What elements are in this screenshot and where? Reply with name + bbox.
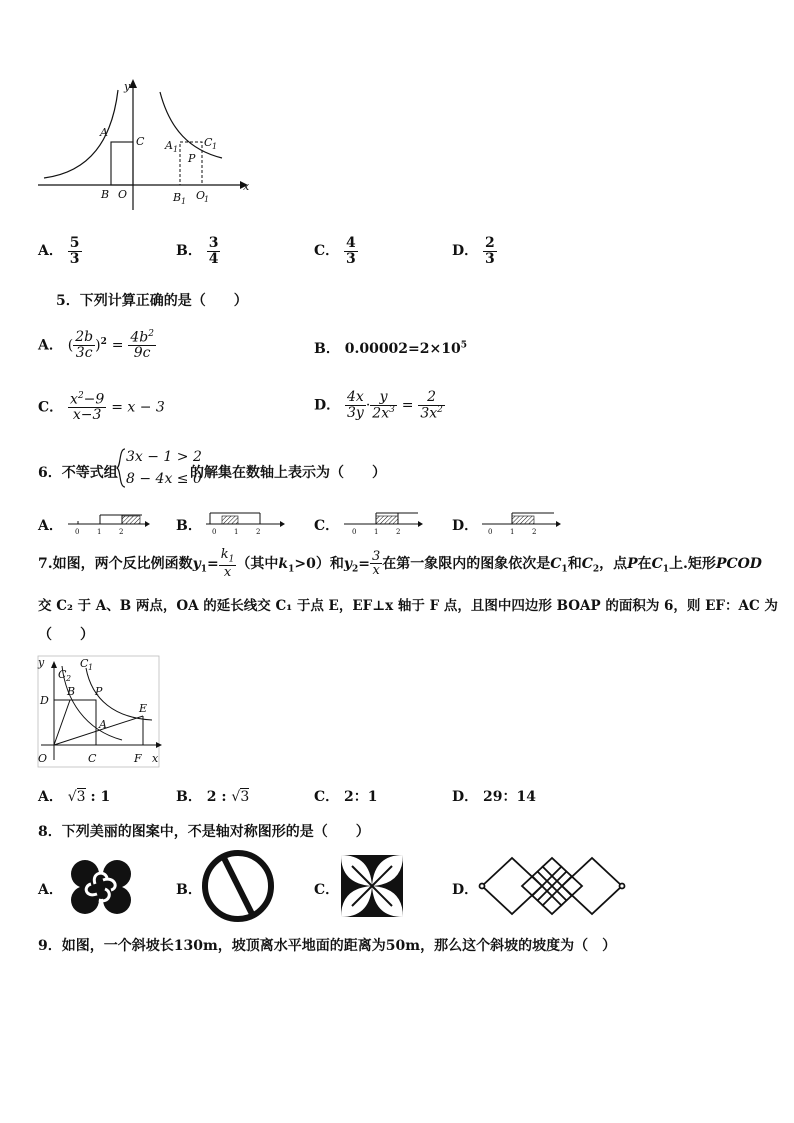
label-O1: O xyxy=(196,189,206,202)
option-letter: C． xyxy=(314,789,340,805)
label-y: y xyxy=(38,656,45,669)
label-O: O xyxy=(38,752,48,765)
option-letter: A． xyxy=(38,789,63,805)
q6-stem-suffix: 的解集在数轴上表示为（ ） xyxy=(190,465,386,481)
tick-label: 0 xyxy=(352,528,357,536)
label-B: B xyxy=(67,685,76,698)
exponent: 2 xyxy=(100,336,107,347)
label-C1-sub: 1 xyxy=(212,142,218,151)
tick-label: 1 xyxy=(97,528,102,536)
option-letter: A． xyxy=(38,243,63,260)
equals: = xyxy=(111,337,124,354)
option-letter: B． xyxy=(314,341,340,357)
sqrt: √3 xyxy=(231,789,250,805)
tick-label: 1 xyxy=(374,528,379,536)
label-C: C xyxy=(88,752,97,765)
option-letter: D． xyxy=(452,789,479,805)
four-leaf-square-icon xyxy=(341,855,403,917)
q8-option-c[interactable]: C． xyxy=(314,882,340,898)
q8-option-b[interactable]: B． xyxy=(176,882,202,898)
option-letter: B． xyxy=(176,243,202,260)
fraction: $\frac{2}{3x^2}$ xyxy=(420,389,443,422)
q8-option-d[interactable]: D． xyxy=(452,882,479,898)
fraction: $\frac{2}{3}$ xyxy=(485,235,495,267)
fraction: $\frac{3}{4}$ xyxy=(208,235,219,267)
label-P: P xyxy=(188,152,196,165)
tick-label: 2 xyxy=(256,528,261,536)
q7-stem-line3: （ ） xyxy=(38,627,94,643)
fraction: $\frac{x^2-9}{x-3}$ xyxy=(70,391,105,424)
q5-stem: 5．下列计算正确的是（ ） xyxy=(56,293,248,309)
tick-label: 0 xyxy=(75,528,80,536)
label-P: P xyxy=(95,685,103,698)
dot: · xyxy=(365,397,371,414)
tick-label: 2 xyxy=(532,528,537,536)
label-B: B xyxy=(101,188,110,201)
label-C: C xyxy=(136,135,145,148)
option-letter: D． xyxy=(452,243,479,260)
option-text: 2 : xyxy=(206,789,227,805)
knot-pattern-icon xyxy=(480,858,625,914)
fraction: $\frac{4b^2}{9c}$ xyxy=(130,329,154,362)
tick-label: 1 xyxy=(234,528,239,536)
q6-ineq-1: 3x − 1 > 2 xyxy=(126,449,202,465)
label-A: A xyxy=(99,718,107,731)
tick-label: 2 xyxy=(119,528,124,536)
label-C1-sub: 1 xyxy=(88,663,94,672)
expression: = x − 3 xyxy=(111,399,165,416)
option-letter: B． xyxy=(176,789,202,805)
q8-stem: 8．下列美丽的图案中，不是轴对称图形的是（ ） xyxy=(38,824,370,840)
label-C2-sub: 2 xyxy=(66,674,72,683)
label-C2: C xyxy=(58,668,67,681)
q6-ineq-2: 8 − 4x ≤ 0 xyxy=(126,471,202,487)
tick-label: 0 xyxy=(488,528,493,536)
q6-option-b[interactable]: B． xyxy=(176,518,202,534)
q7-stem-line1: 7.如图，两个反比例函数$y_1=$ $\frac{k_1}{x}$ （其中$k_1>0$）和$y_2=$ $\frac{3}{x}$ 在第一象限内的图象依次是$C_1$和$C_2$，点P在$C_1$上.矩形PCOD xyxy=(38,547,762,581)
fraction: $\frac{4}{3}$ xyxy=(346,235,356,267)
option-letter: D． xyxy=(314,397,341,414)
q6-option-c[interactable]: C． xyxy=(314,518,340,534)
label-x: x xyxy=(152,752,159,765)
label-D: D xyxy=(40,694,49,707)
label-B1: B xyxy=(173,191,182,204)
q6-option-a[interactable]: A． xyxy=(38,518,63,534)
paren: ) xyxy=(95,337,101,354)
q6-stem-prefix: 6．不等式组 xyxy=(38,465,118,481)
equals: = xyxy=(401,397,414,414)
q6-option-d[interactable]: D． xyxy=(452,518,479,534)
option-letter: A． xyxy=(38,337,63,354)
label-B1-sub: 1 xyxy=(181,197,187,206)
label-C1: C xyxy=(80,657,89,670)
label-y: y xyxy=(124,80,131,93)
option-text: 29：14 xyxy=(483,789,536,805)
label-x: x xyxy=(243,180,250,193)
fraction: $\frac{4x}{3y}$ xyxy=(347,389,364,422)
label-O1-sub: 1 xyxy=(204,195,210,204)
q7-stem-line2: 交 C₂ 于 A、B 两点，OA 的延长线交 C₁ 于点 E，EF⊥x 轴于 F 点，且图中四边形 BOAP 的面积为 6，则 EF：AC 为 xyxy=(38,598,778,614)
label-O: O xyxy=(118,188,128,201)
label-A1: A xyxy=(165,139,173,152)
q8-option-a[interactable]: A． xyxy=(38,882,63,898)
exponent: 5 xyxy=(460,340,467,351)
q9-stem: 9．如图，一个斜坡长130m，坡顶离水平地面的距离为50m，那么这个斜坡的坡度为（ ） xyxy=(38,938,617,954)
label-C1: C xyxy=(204,136,213,149)
fraction: $\frac{5}{3}$ xyxy=(69,235,80,267)
tick-label: 2 xyxy=(396,528,401,536)
option-text: 2：1 xyxy=(344,789,378,805)
tick-label: 0 xyxy=(212,528,217,536)
option-letter: C． xyxy=(314,243,340,260)
fraction: $\frac{2b}{3c}$ xyxy=(75,329,94,362)
swirl-pattern-icon xyxy=(71,860,131,914)
circle-slash-icon xyxy=(205,853,271,919)
label-F: F xyxy=(134,752,142,765)
fraction: $\frac{y}{2x^3}$ xyxy=(372,389,395,422)
option-text: : 1 xyxy=(90,789,111,805)
label-E: E xyxy=(139,702,148,715)
option-letter: C． xyxy=(38,399,64,416)
sqrt: √3 xyxy=(67,789,86,805)
tick-label: 1 xyxy=(510,528,515,536)
option-text: 0.00002=2×10 xyxy=(344,341,461,357)
label-A1-sub: 1 xyxy=(173,145,179,154)
paren: ( xyxy=(67,337,74,354)
label-A: A xyxy=(100,126,108,139)
